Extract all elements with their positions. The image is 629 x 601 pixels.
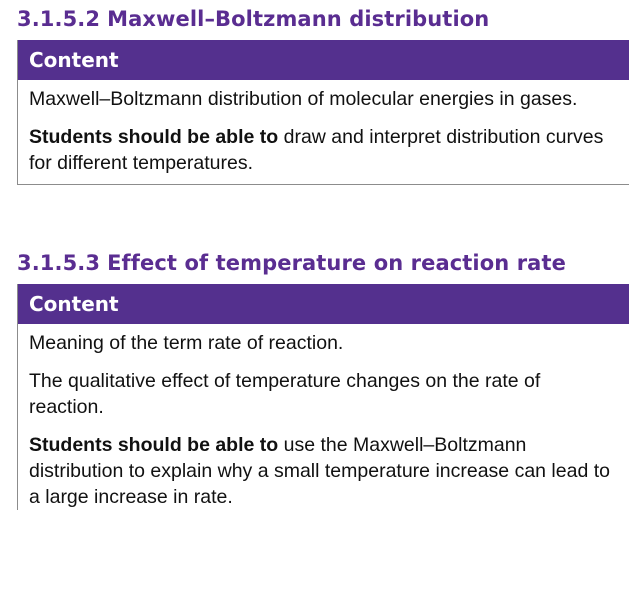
skills-text: draw and interpret distribution curves for different temperatures. xyxy=(29,126,604,174)
skills-paragraph xyxy=(29,432,619,510)
content-header: Content xyxy=(18,40,629,80)
section-title xyxy=(17,3,629,40)
section-effect-of-temperature xyxy=(17,247,629,510)
content-paragraph: Maxwell–Boltzmann distribution of molecular energies in gases. xyxy=(29,88,578,110)
content-paragraph: The qualitative effect of temperature changes on the rate of reaction. xyxy=(29,370,541,418)
section-title-text: Effect of temperature on reaction rate xyxy=(107,251,566,275)
skills-lead: Students should be able to xyxy=(29,434,279,456)
section-title-text: Maxwell–Boltzmann distribution xyxy=(107,7,490,31)
content-body xyxy=(18,80,629,176)
content-box xyxy=(17,284,629,510)
content-box xyxy=(17,40,629,185)
content-paragraph: Meaning of the term rate of reaction. xyxy=(29,332,344,354)
section-title xyxy=(17,247,629,284)
section-maxwell-boltzmann xyxy=(17,3,629,185)
skills-paragraph xyxy=(29,124,619,176)
skills-text: use the Maxwell–Boltzmann distribution to explain why a small temperature increase can lead to a large increase in rate. xyxy=(29,434,610,508)
content-header: Content xyxy=(18,284,629,324)
skills-lead: Students should be able to xyxy=(29,126,279,148)
section-number: 3.1.5.2 xyxy=(17,7,101,31)
section-number: 3.1.5.3 xyxy=(17,251,101,275)
content-body xyxy=(18,324,629,510)
